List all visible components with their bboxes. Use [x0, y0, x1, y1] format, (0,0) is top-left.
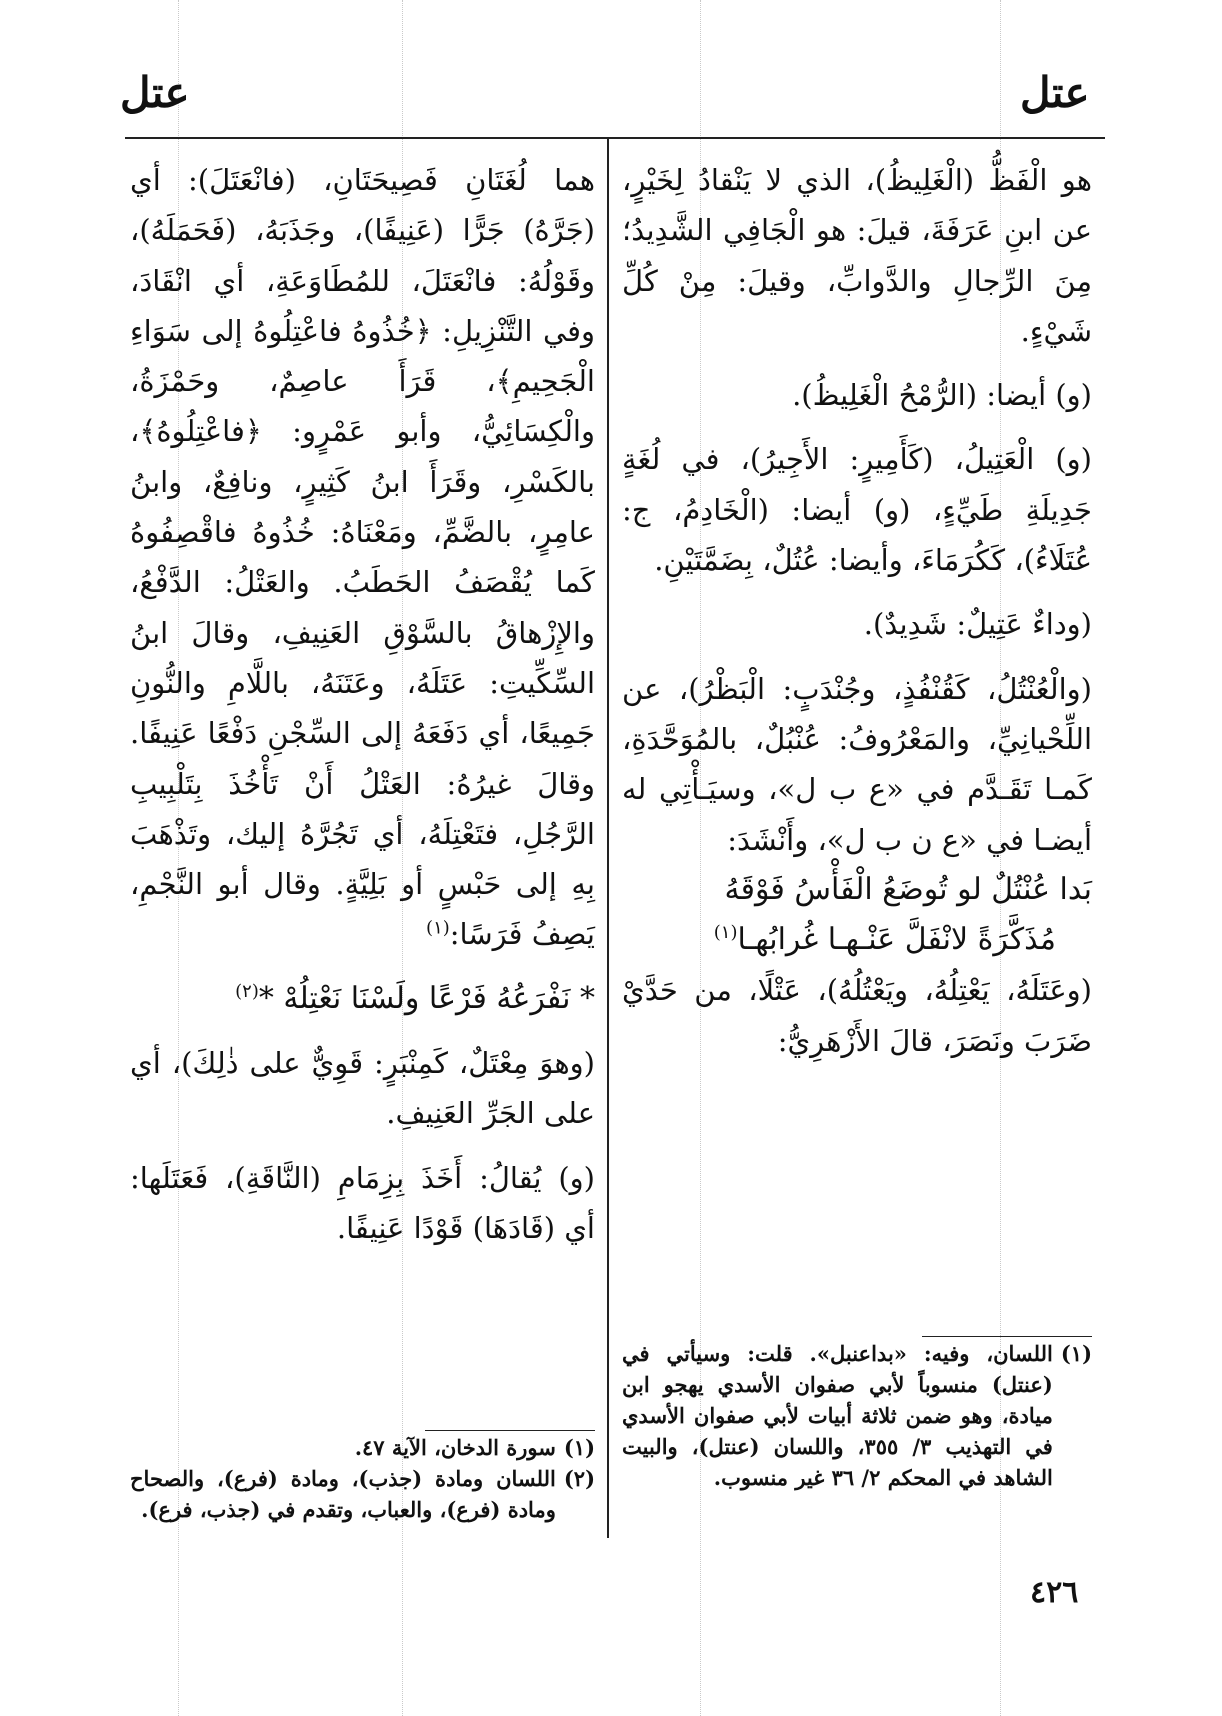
header-word-right: عتل	[1020, 68, 1090, 117]
footnote-text: اللسان، وفيه: «بداعنبل». قلت: وسيأتي في (عنتل) منسوباً لأبي صفوان الأسدي يهجو ابن ميادة، وهو ضمن ثلاثة أبيات لأبي صفوان الأسدي في التهذيب ٣/ ٣٥٥، واللسان (عنتل)، والبيت الشاهد في المحكم ٢/ ٣٦ غير منسوب.	[622, 1341, 1053, 1490]
right-column	[622, 155, 1092, 1066]
paragraph: (و) يُقالُ: أَخَذَ بِزِمَامِ (النَّاقَةِ)، فَعَتَلَها: أي (قَادَهَا) قَوْدًا عَنِيفًا.	[130, 1160, 595, 1245]
footnote	[130, 1463, 595, 1525]
footnote-text: سورة الدخان، الآية ٤٧.	[354, 1435, 556, 1460]
footnote-number: (٢)	[563, 1466, 595, 1491]
header-rule	[125, 137, 1105, 139]
footnote-number: (١)	[563, 1435, 595, 1460]
paragraph: (و) الْعَتِيلُ، (كَأَمِيرٍ: الأَجِيرُ)، في لُغَةٍ جَدِيلَةِ طَيِّءٍ، (و) أيضا: (الْخَادِمُ، ج: عُتَلَاءُ)، كَكُرَمَاءَ، وأيضا: عُتُلٌ، بِضَمَّتَيْنِ.	[622, 442, 1092, 578]
footnotes-left	[130, 1432, 595, 1525]
verse-line: مُذَكَّرَةً لانْفَلَّ عَنْـهـا غُرابُهـا$^{(١)}$	[713, 922, 1056, 958]
paragraph: (و) أيضا: (الرُّمْحُ الْغَلِيظُ).	[792, 378, 1092, 413]
paragraph: (والْعُنْتُلُ، كَقُنْفُذٍ، وجُنْدَبٍ: الْبَظْرُ)، عن اللِّحْيانِيِّ، والمَعْرُوفُ: عُنْبُلٌ، بالمُوَحَّدَةِ، كَمـا تَقَـدَّم في «ع ب ل»، وسيَـأْتِي له أيضـا في «ع ن ب ل»، وأَنْشَدَ:	[622, 671, 1092, 857]
footnote-rule	[922, 1336, 1092, 1337]
paragraph: (وداءٌ عَتِيلٌ: شَدِيدٌ).	[863, 607, 1092, 642]
footnote	[622, 1338, 1092, 1493]
paragraph: هو الْفَظُّ (الْغَلِيظُ)، الذي لا يَنْقادُ لِخَيْرٍ، عن ابنِ عَرَفَةَ، قيلَ: هو الْجَافِي الشَّدِيدُ؛ مِنَ الرِّجالِ والدَّوابِّ، وقيلَ: مِنْ كُلِّ شَيْءٍ.	[622, 163, 1092, 348]
footnotes-right	[622, 1338, 1092, 1493]
paragraph: (وعَتَلَهُ، يَعْتِلُهُ، ويَعْتُلُهُ)، عَتْلًا، من حَدَّيْ ضَرَبَ ونَصَرَ، قالَ الأَزْهَرِيُّ:	[622, 973, 1092, 1058]
verse-line: * نَفْرَعُهُ فَرْعًا ولَسْنَا نَعْتِلُهْ *$^{(٢)}$	[235, 980, 595, 1016]
left-column	[130, 155, 595, 1253]
footnote-number: (١)	[1060, 1341, 1092, 1366]
footnote-marker: (١)	[713, 922, 738, 944]
header-word-left: عتل	[120, 68, 190, 117]
footnote-rule	[425, 1430, 595, 1431]
paragraph: (وهوَ مِعْتَلٌ، كَمِنْبَرٍ: قَوِيٌّ على ذٰلِكَ)، أي على الجَرِّ العَنِيفِ.	[130, 1046, 595, 1131]
footnote	[130, 1432, 595, 1463]
verse-line: بَدا عُنْتُلٌ لو تُوضَعُ الْفَأْسُ فَوْقَهُ	[724, 871, 1092, 907]
footnote-marker: (١)	[426, 917, 450, 939]
footnote-marker: (٢)	[235, 980, 259, 1002]
paragraph: هما لُغَتَانِ فَصِيحَتَانِ، (فانْعَتَلَ): أي (جَرَّهُ) جَرًّا (عَنِيفًا)، وجَذَبَهُ، (فَحَمَلَهُ)، وقَوْلُهُ: فانْعَتَلَ، للمُطَاوَعَةِ، أي انْقَادَ، وفي التَّنْزِيلِ: ﴿خُذُوهُ فاعْتِلُوهُ إلى سَوَاءِ الْجَحِيمِ﴾، قَرَأَ عاصِمٌ، وحَمْزَةُ، والْكِسَائِيُّ، وأبو عَمْرٍو: ﴿فاعْتِلُوهُ﴾، بالكَسْرِ، وقَرَأَ ابنُ كَثِيرٍ، ونافِعٌ، وابنُ عامِرٍ، بالضَّمِّ، ومَعْنَاهُ: خُذُوهُ فاقْصِفُوهُ كَما يُقْصَفُ الحَطَبُ. والعَتْلُ: الدَّفْعُ، والإِزْهاقُ بالسَّوْقِ العَنِيفِ، وقالَ ابنُ السِّكِّيتِ: عَتَلَهُ، وعَتَنَهُ، باللَّامِ والنُّونِ جَمِيعًا، أي دَفَعَهُ إلى السِّجْنِ دَفْعًا عَنِيفًا. وقالَ غيرُهُ: العَتْلُ أَنْ تَأْخُذَ بِتَلْبِيبِ الرَّجُلِ، فتَعْتِلَهُ، أي تَجُرَّهُ إليك، وتَذْهَبَ بِهِ إلى حَبْسٍ أو بَلِيَّةٍ. وقال أبو النَّجْمِ، يَصِفُ فَرَسًا:$^{(١)}$	[130, 163, 595, 952]
page-number: ٤٢٦	[1030, 1575, 1079, 1610]
column-divider	[607, 138, 609, 1538]
footnote-text: اللسان ومادة (جذب)، ومادة (فرع)، والصحاح ومادة (فرع)، والعباب، وتقدم في (جذب، فرع).	[130, 1466, 556, 1522]
